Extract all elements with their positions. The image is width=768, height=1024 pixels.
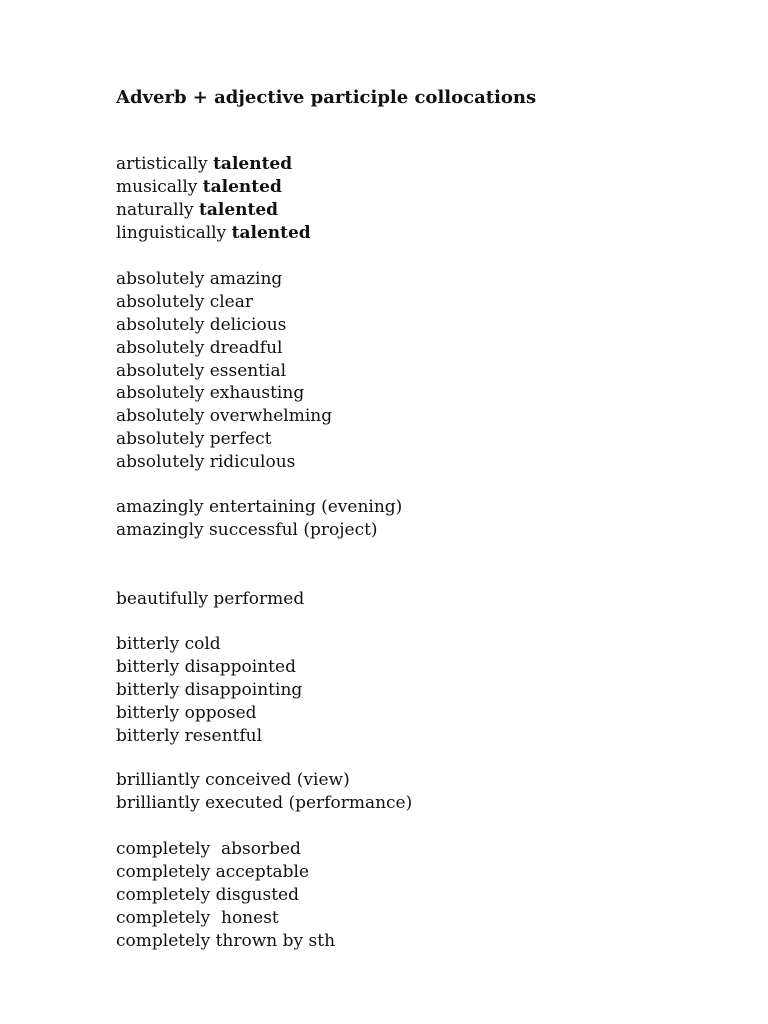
list-item: absolutely dreadful [116,337,283,358]
list-item: absolutely clear [116,291,253,312]
list-item [116,153,311,176]
amazingly-group [116,496,402,542]
adverb: artistically [116,154,208,174]
adjective: talented [202,176,282,197]
list-item: completely thrown by sth [116,930,336,951]
list-item: absolutely exhausting [116,383,305,404]
adjective: talented [213,154,293,174]
list-item: bitterly cold [116,634,221,654]
list-item: absolutely perfect [116,429,272,450]
list-item [116,199,311,222]
list-item: absolutely delicious [116,314,287,335]
list-item: beautifully performed [116,589,305,609]
list-item: absolutely ridiculous [116,452,296,473]
adjective: talented [199,199,279,220]
list-item: amazingly entertaining (evening) [116,497,403,517]
page-title: Adverb + adjective participle collocations [116,87,537,108]
adverb: naturally [116,199,194,220]
bitterly-group [116,633,302,747]
list-item: completely disgusted [116,884,299,905]
beautifully-group [116,588,304,611]
list-item [116,222,311,245]
list-item: completely absorbed [116,839,301,859]
brilliantly-group [116,769,412,815]
adverb: linguistically [116,222,227,243]
adverb: musically [116,176,198,197]
list-item: completely acceptable [116,861,310,882]
list-item: bitterly disappointed [116,656,296,677]
list-item: absolutely essential [116,360,287,381]
adjective: talented [231,222,311,243]
list-item: bitterly resentful [116,725,263,746]
list-item [116,176,311,199]
list-item: bitterly opposed [116,702,257,723]
list-item: absolutely overwhelming [116,406,333,427]
list-item: absolutely amazing [116,269,283,289]
list-item: completely honest [116,907,279,928]
absolutely-group [116,268,332,474]
completely-group [116,838,335,952]
list-item: brilliantly executed (performance) [116,792,413,813]
list-item: brilliantly conceived (view) [116,770,350,790]
list-item: amazingly successful (project) [116,519,378,540]
list-item: bitterly disappointing [116,679,303,700]
talented-group [116,153,311,245]
